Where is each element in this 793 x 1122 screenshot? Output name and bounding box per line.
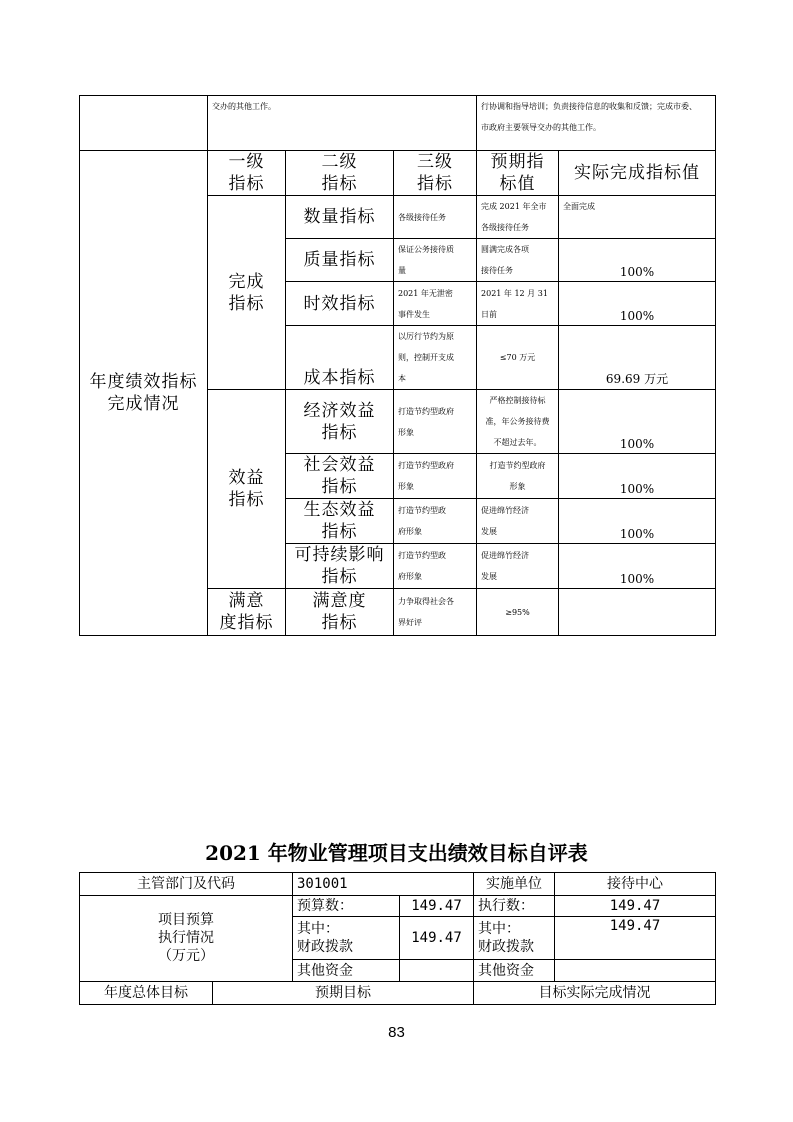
annual-goal-label: 年度总体目标 bbox=[80, 982, 213, 1005]
page-number: 83 bbox=[388, 1024, 405, 1041]
level3-cell: 打造节约型政 府形象 bbox=[394, 544, 477, 589]
expected-cell: 促进绵竹经济 发展 bbox=[477, 499, 559, 544]
header-level1: 一级 指标 bbox=[208, 151, 286, 196]
level2-cell: 满意度 指标 bbox=[286, 589, 394, 636]
level3-cell: 各级接待任务 bbox=[394, 196, 477, 239]
level3-cell: 力争取得社会各 界好评 bbox=[394, 589, 477, 636]
level3-cell: 2021 年无泄密 事件发生 bbox=[394, 282, 477, 326]
expected-cell: 圆满完成各项 接待任务 bbox=[477, 239, 559, 282]
other-funds-budget bbox=[400, 959, 474, 982]
group-satisfaction: 满意 度指标 bbox=[208, 589, 286, 636]
budget-num-label: 预算数： bbox=[293, 895, 400, 916]
level2-cell: 数量指标 bbox=[286, 196, 394, 239]
dept-code: 301001 bbox=[293, 873, 474, 896]
budget-label: 项目预算 执行情况 （万元） bbox=[80, 895, 293, 982]
level2-cell: 时效指标 bbox=[286, 282, 394, 326]
level2-cell: 社会效益 指标 bbox=[286, 454, 394, 499]
header-level2: 二级 指标 bbox=[286, 151, 394, 196]
level2-cell: 可持续影响 指标 bbox=[286, 544, 394, 589]
actual-cell: 100% bbox=[559, 390, 716, 454]
exec-num-label: 执行数： bbox=[474, 895, 555, 916]
expected-cell: 完成 2021 年全市 各级接待任务 bbox=[477, 196, 559, 239]
self-evaluation-table bbox=[79, 872, 716, 1005]
level2-cell: 成本指标 bbox=[286, 326, 394, 390]
expected-cell: ≥95% bbox=[477, 589, 559, 636]
actual-cell: 69.69 万元 bbox=[559, 326, 716, 390]
group-completion: 完成 指标 bbox=[208, 196, 286, 390]
group-benefit: 效益 指标 bbox=[208, 390, 286, 589]
level3-cell: 打造节约型政府 形象 bbox=[394, 454, 477, 499]
level3-cell: 打造节约型政府 形象 bbox=[394, 390, 477, 454]
level2-cell: 经济效益 指标 bbox=[286, 390, 394, 454]
expected-cell: 打造节约型政府 形象 bbox=[477, 454, 559, 499]
actual-cell: 100% bbox=[559, 544, 716, 589]
level2-cell: 生态效益 指标 bbox=[286, 499, 394, 544]
other-funds-exec bbox=[555, 959, 716, 982]
work-content-cell-right: 行协调和指导培训；负责接待信息的收集和反馈；完成市委、 市政府主要领导交办的其他工作。 bbox=[477, 96, 716, 151]
budget-num: 149.47 bbox=[400, 895, 474, 916]
expected-cell: 2021 年 12 月 31 日前 bbox=[477, 282, 559, 326]
fiscal-budget: 149.47 bbox=[400, 916, 474, 959]
empty-cell bbox=[80, 96, 208, 151]
level2-cell: 质量指标 bbox=[286, 239, 394, 282]
fiscal-label-exec: 其中： 财政拨款 bbox=[474, 916, 555, 959]
actual-cell: 100% bbox=[559, 239, 716, 282]
expected-cell: 严格控制接待标 准，年公务接待费 不超过去年。 bbox=[477, 390, 559, 454]
fiscal-label: 其中： 财政拨款 bbox=[293, 916, 400, 959]
other-funds-label: 其他资金 bbox=[293, 959, 400, 982]
actual-cell: 100% bbox=[559, 282, 716, 326]
exec-num: 149.47 bbox=[555, 895, 716, 916]
actual-cell: 100% bbox=[559, 454, 716, 499]
actual-cell: 全面完成 bbox=[559, 196, 716, 239]
impl-unit: 接待中心 bbox=[555, 873, 716, 896]
section-label-annual-indicators: 年度绩效指标 完成情况 bbox=[80, 151, 208, 636]
header-expected: 预期指 标值 bbox=[477, 151, 559, 196]
level3-cell: 打造节约型政 府形象 bbox=[394, 499, 477, 544]
actual-goal-label: 目标实际完成情况 bbox=[474, 982, 716, 1005]
actual-cell: 100% bbox=[559, 499, 716, 544]
expected-goal-label: 预期目标 bbox=[213, 982, 474, 1005]
level3-cell: 保证公务接待质 量 bbox=[394, 239, 477, 282]
expected-cell: 促进绵竹经济 发展 bbox=[477, 544, 559, 589]
other-funds-label-exec: 其他资金 bbox=[474, 959, 555, 982]
level3-cell: 以厉行节约为原 则，控制开支成 本 bbox=[394, 326, 477, 390]
header-actual: 实际完成指标值 bbox=[559, 151, 716, 196]
dept-label: 主管部门及代码 bbox=[80, 873, 293, 896]
actual-cell bbox=[559, 589, 716, 636]
document-title: 2021 年物业管理项目支出绩效目标自评表 bbox=[205, 841, 588, 865]
header-level3: 三级 指标 bbox=[394, 151, 477, 196]
impl-label: 实施单位 bbox=[474, 873, 555, 896]
fiscal-exec: 149.47 bbox=[555, 916, 716, 959]
performance-indicator-table bbox=[79, 95, 716, 636]
expected-cell: ≤70 万元 bbox=[477, 326, 559, 390]
work-content-cell: 交办的其他工作。 bbox=[208, 96, 477, 151]
